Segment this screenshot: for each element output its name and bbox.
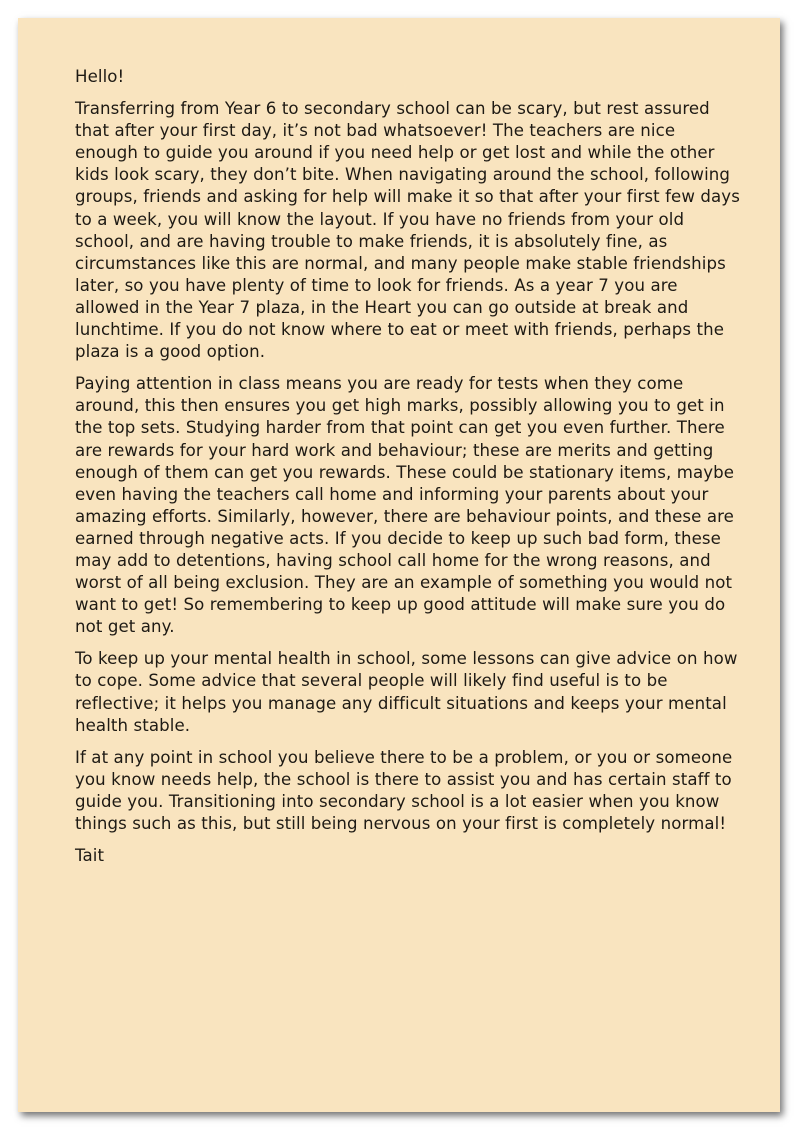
letter-body: [75, 66, 740, 867]
letter-greeting: Hello!: [75, 67, 125, 86]
letter-paragraph-2: Paying attention in class means you are ready for tests when they come around, this then ensures you get high marks, possibly allowing you to get in the top sets. Studying harder from that point can get you even further. There are rewards for your hard work and behaviour; these are merits and getting enough of them can get you rewards. These could be stationary items, maybe even having the teachers call home and informing your parents about your amazing efforts. Similarly, however, there are behaviour points, and these are earned through negative acts. If you decide to keep up such bad form, these may add to detentions, having school call home for the wrong reasons, and worst of all being exclusion. They are an example of something you would not want to get! So remembering to keep up good attitude will make sure you do not get any.: [75, 374, 735, 637]
letter-paragraph-4: If at any point in school you believe there to be a problem, or you or someone you know needs help, the school is there to assist you and has certain staff to guide you. Transitioning into secondary school is a lot easier when you know things such as this, but still being nervous on your first is completely normal!: [75, 747, 733, 833]
letter-paragraph-1: Transferring from Year 6 to secondary school can be scary, but rest assured that after your first day, it’s not bad whatsoever! The teachers are nice enough to guide you around if you need help or get lost and while the other kids look scary, they don’t bite. When navigating around the school, following groups, friends and asking for help will make it so that after your first few days to a week, you will know the layout. If you have no friends from your old school, and are having trouble to make friends, it is absolutely fine, as circumstances like this are normal, and many people make stable friendships later, so you have plenty of time to look for friends. As a year 7 you are allowed in the Year 7 plaza, in the Heart you can go outside at break and lunchtime. If you do not know where to eat or meet with friends, perhaps the plaza is a good option.: [75, 99, 740, 362]
letter-signature: Tait: [75, 846, 105, 866]
letter-page: [18, 18, 780, 1112]
letter-paragraph-3: To keep up your mental health in school, some lessons can give advice on how to cope. Some advice that several people will likely find useful is to be reflective; it helps you manage any difficult situations and keeps your mental health stable.: [75, 649, 738, 735]
